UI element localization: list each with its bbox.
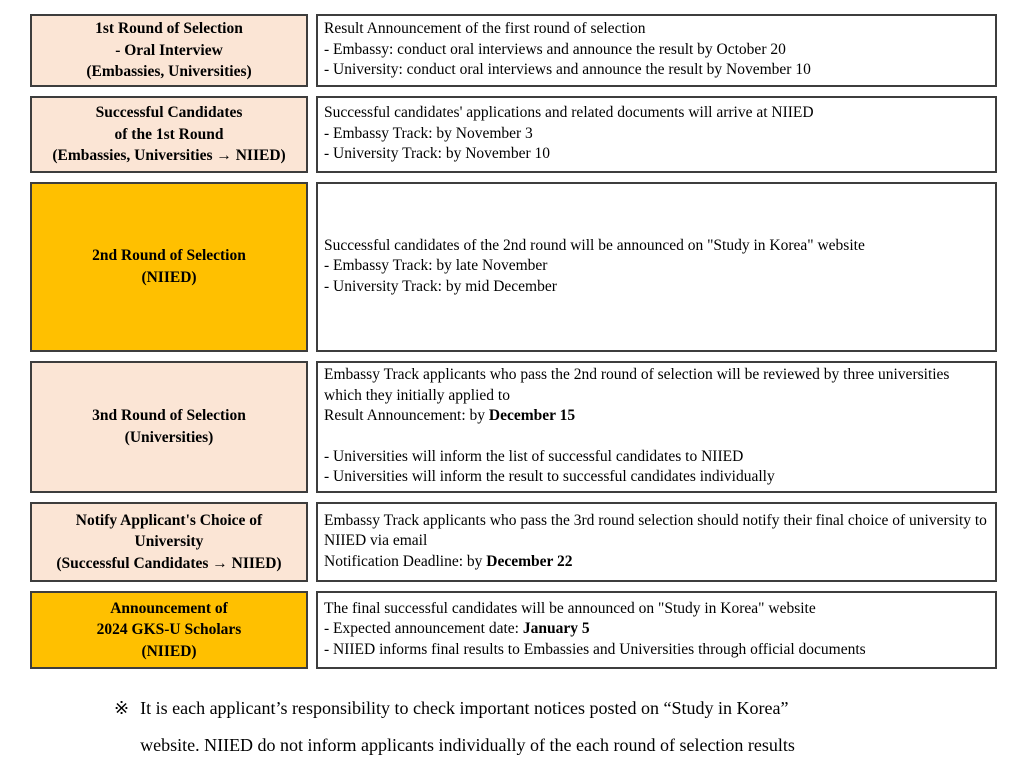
detail-line: [324, 467, 987, 487]
detail-line: [324, 427, 987, 447]
stage-line: 3nd Round of Selection: [92, 407, 246, 425]
table-row: [30, 361, 997, 493]
table-row: [30, 14, 997, 87]
stage-line: (Universities): [124, 429, 214, 447]
stage-line: of the 1st Round: [114, 125, 224, 143]
detail-text: - Universities will inform the list of successful candidates to NIIED: [324, 447, 744, 465]
detail-line: [324, 236, 987, 256]
stage-line: Notify Applicant's Choice of: [75, 511, 263, 529]
stage-cell: [30, 14, 308, 87]
detail-text: Notification Deadline: by: [324, 552, 487, 570]
deadline-date: January 5: [522, 620, 590, 638]
detail-line: [324, 124, 987, 144]
detail-line: [324, 60, 987, 80]
detail-text: - Embassy: conduct oral interviews and announce the result by October 20: [324, 40, 786, 58]
detail-line: [324, 406, 987, 426]
footnote-text: [140, 690, 795, 764]
details-cell: [316, 182, 997, 352]
detail-line: [324, 144, 987, 164]
details-cell: [316, 361, 997, 493]
detail-text: - NIIED informs final results to Embassies and Universities through official documents: [324, 640, 866, 658]
detail-text: Successful candidates' applications and related documents will arrive at NIIED: [324, 104, 814, 122]
detail-line: [324, 619, 987, 639]
table-row: [30, 502, 997, 582]
selection-timeline-table: [30, 14, 997, 678]
stage-cell: [30, 182, 308, 352]
detail-line: [324, 511, 987, 552]
stage-cell: [30, 96, 308, 173]
stage-line: - Oral Interview: [115, 41, 223, 59]
footnote-line: website. NIIED do not inform applicants individually of the each round of selection results: [140, 734, 795, 755]
detail-text: - Universities will inform the result to successful candidates individually: [324, 468, 775, 486]
detail-line: [324, 365, 987, 406]
detail-text: - Embassy Track: by November 3: [324, 124, 533, 142]
deadline-date: December 22: [486, 552, 573, 570]
detail-line: [324, 256, 987, 276]
stage-line: Successful Candidates: [95, 104, 243, 122]
detail-line: [324, 599, 987, 619]
detail-line: [324, 40, 987, 60]
detail-line: [324, 19, 987, 39]
stage-line: (Successful Candidates → NIIED): [56, 554, 282, 572]
detail-line: [324, 640, 987, 660]
table-row: [30, 182, 997, 352]
detail-line: [324, 103, 987, 123]
detail-text: Result Announcement of the first round of selection: [324, 20, 646, 38]
detail-text: Embassy Track applicants who pass the 3rd round selection should notify their final choice of university to NIIED via email: [324, 511, 987, 550]
stage-line: (Embassies, Universities → NIIED): [52, 147, 286, 165]
stage-line: Announcement of: [110, 599, 228, 617]
details-cell: [316, 14, 997, 87]
details-cell: [316, 591, 997, 669]
details-cell: [316, 502, 997, 582]
detail-line: [324, 277, 987, 297]
detail-text: - Embassy Track: by late November: [324, 257, 548, 275]
detail-text: - Expected announcement date:: [324, 620, 523, 638]
detail-text: Result Announcement: by: [324, 407, 489, 425]
stage-line: (Embassies, Universities): [86, 63, 252, 81]
footnote: [114, 690, 926, 764]
table-row: [30, 591, 997, 669]
detail-text: - University: conduct oral interviews and announce the result by November 10: [324, 61, 811, 79]
detail-text: Successful candidates of the 2nd round will be announced on "Study in Korea" website: [324, 236, 865, 254]
detail-line: [324, 552, 987, 572]
detail-text: - University Track: by mid December: [324, 277, 557, 295]
details-cell: [316, 96, 997, 173]
reference-mark: ※: [114, 698, 130, 718]
stage-cell: [30, 361, 308, 493]
table-row: [30, 96, 997, 173]
stage-cell: [30, 591, 308, 669]
detail-text: - University Track: by November 10: [324, 145, 551, 163]
stage-line: 1st Round of Selection: [95, 20, 243, 37]
stage-line: (NIIED): [141, 642, 197, 660]
stage-line: 2nd Round of Selection: [92, 247, 246, 265]
detail-text: The final successful candidates will be announced on "Study in Korea" website: [324, 599, 816, 617]
detail-line: [324, 447, 987, 467]
stage-line: 2024 GKS-U Scholars: [96, 621, 242, 639]
stage-line: (NIIED): [141, 269, 197, 287]
stage-line: University: [134, 533, 204, 551]
detail-text: Embassy Track applicants who pass the 2nd round of selection will be reviewed by three universities which they initially applied to: [324, 366, 950, 404]
footnote-line: It is each applicant’s responsibility to check important notices posted on “Study in Korea”: [140, 698, 789, 718]
stage-cell: [30, 502, 308, 582]
deadline-date: December 15: [488, 407, 576, 425]
